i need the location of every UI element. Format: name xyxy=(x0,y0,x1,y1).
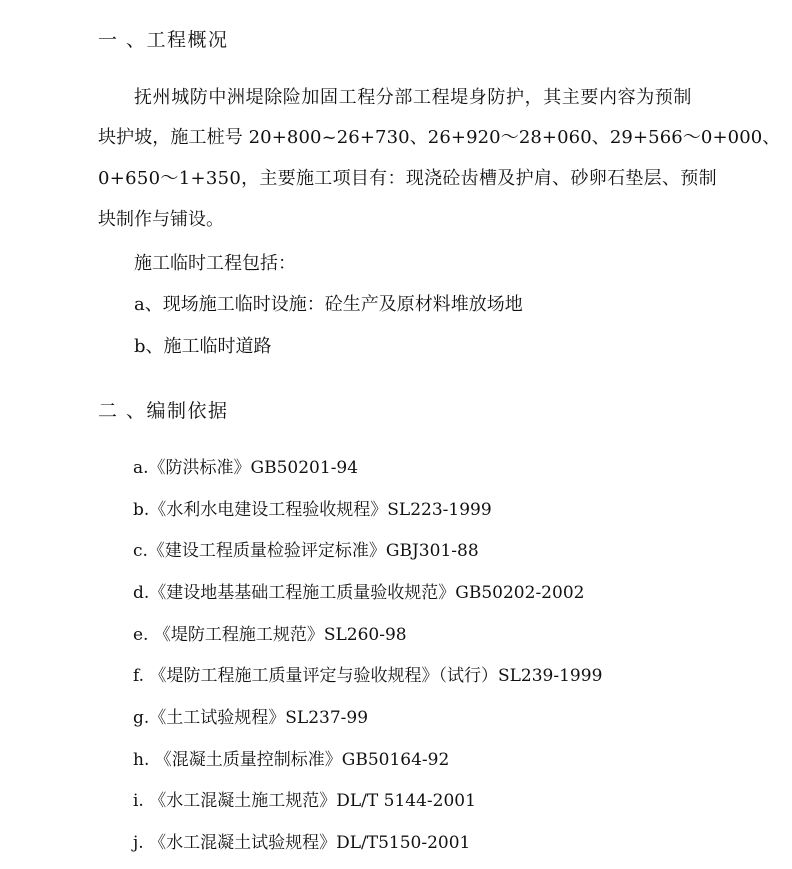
temp-works-intro: 施工临时工程包括： xyxy=(134,253,296,274)
reference-item: c.《建设工程质量检验评定标准》GBJ301-88 xyxy=(133,541,479,561)
reference-item: g.《土工试验规程》SL237-99 xyxy=(133,708,369,728)
reference-item: i. 《水工混凝土施工规范》DL/T 5144-2001 xyxy=(133,791,476,811)
reference-item: e. 《堤防工程施工规范》SL260-98 xyxy=(133,625,407,645)
section-heading-basis: 二 、编制依据 xyxy=(98,400,229,422)
section-heading-overview: 一 、工程概况 xyxy=(98,29,229,51)
reference-item: j. 《水工混凝土试验规程》DL/T5150-2001 xyxy=(133,833,471,853)
paragraph-line: 块护坡，施工桩号 20+800~26+730、26+920～28+060、29+566～0+000、 xyxy=(98,127,781,148)
reference-item: b.《水利水电建设工程验收规程》SL223-1999 xyxy=(133,500,492,520)
reference-item: f. 《堤防工程施工质量评定与验收规程》（试行）SL239-1999 xyxy=(133,666,603,686)
temp-works-item: b、施工临时道路 xyxy=(134,336,272,357)
reference-item: d.《建设地基基础工程施工质量验收规范》GB50202-2002 xyxy=(133,583,585,603)
reference-item: h. 《混凝土质量控制标准》GB50164-92 xyxy=(133,750,450,770)
paragraph-line: 块制作与铺设。 xyxy=(98,209,224,230)
temp-works-item: a、现场施工临时设施：砼生产及原材料堆放场地 xyxy=(134,294,523,315)
reference-item: a.《防洪标准》GB50201-94 xyxy=(133,458,359,478)
paragraph-line: 抚州城防中洲堤除险加固工程分部工程堤身防护，其主要内容为预制 xyxy=(134,87,692,108)
paragraph-line: 0+650～1+350，主要施工项目有：现浇砼齿槽及护肩、砂卵石垫层、预制 xyxy=(98,168,717,189)
